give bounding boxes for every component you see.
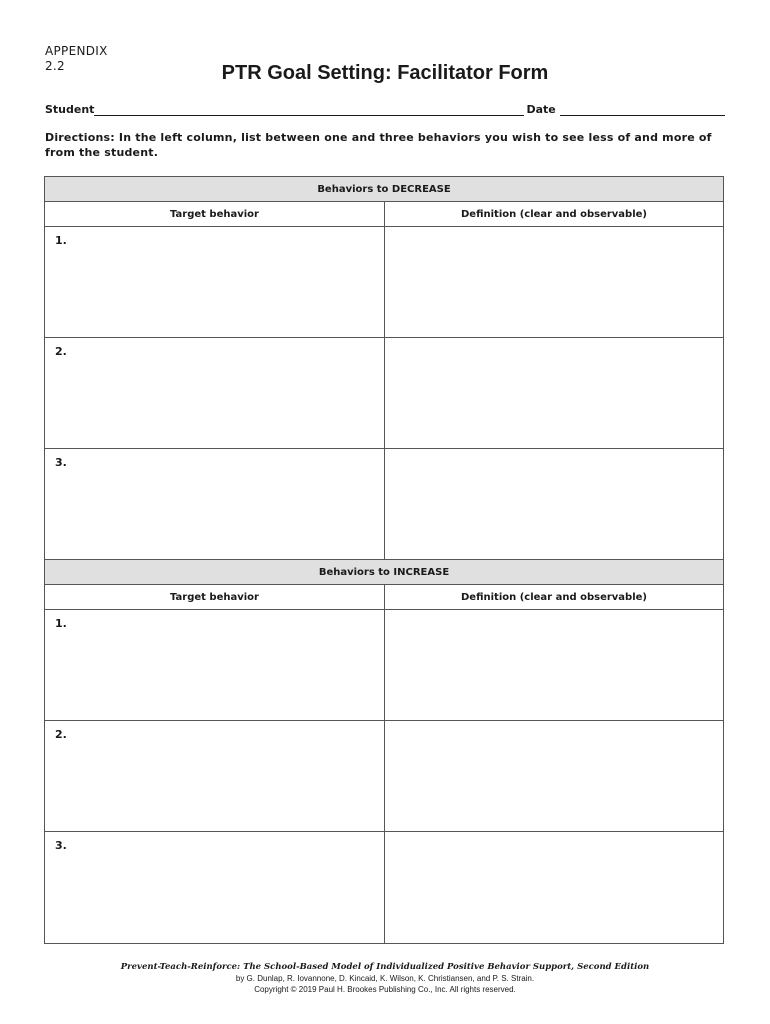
decrease-definition-cell-2[interactable] (385, 338, 723, 448)
increase-definition-cell-3[interactable] (385, 832, 723, 943)
appendix-line-2: 2.2 (45, 59, 65, 73)
student-field[interactable] (94, 104, 524, 116)
page-title: PTR Goal Setting: Facilitator Form (221, 62, 549, 84)
increase-target-cell-2[interactable]: 2. (45, 721, 385, 831)
decrease-section-heading: Behaviors to DECREASE (45, 177, 723, 202)
increase-target-cell-1[interactable]: 1. (45, 610, 385, 720)
decrease-row-3 (45, 449, 723, 560)
decrease-target-cell-2[interactable]: 2. (45, 338, 385, 448)
page-footer (0, 961, 770, 995)
decrease-definition-header: Definition (clear and observable) (461, 208, 647, 220)
decrease-definition-cell-1[interactable] (385, 227, 723, 337)
decrease-definition-cell-3[interactable] (385, 449, 723, 559)
increase-row-3 (45, 832, 723, 943)
student-label: Student (45, 103, 95, 116)
increase-column-headers (45, 585, 723, 610)
increase-row-1 (45, 610, 723, 721)
increase-target-cell-3[interactable]: 3. (45, 832, 385, 943)
increase-definition-cell-1[interactable] (385, 610, 723, 720)
date-label: Date (526, 103, 556, 116)
decrease-target-cell-3[interactable]: 3. (45, 449, 385, 559)
increase-definition-header: Definition (clear and observable) (461, 591, 647, 603)
decrease-column-headers (45, 202, 723, 227)
increase-section-heading: Behaviors to INCREASE (45, 560, 723, 585)
increase-row-2 (45, 721, 723, 832)
decrease-row-2 (45, 338, 723, 449)
student-date-row (45, 100, 725, 116)
decrease-row-1 (45, 227, 723, 338)
date-field[interactable] (560, 104, 725, 116)
decrease-target-cell-1[interactable]: 1. (45, 227, 385, 337)
footer-book-title: Prevent-Teach-Reinforce: The School-Based Model of Individualized Positive Behavior Support, Second Edition (120, 962, 650, 972)
footer-authors: by G. Dunlap, R. Iovannone, D. Kincaid, K. Wilson, K. Christiansen, and P. S. Strain. (235, 974, 535, 983)
increase-definition-cell-2[interactable] (385, 721, 723, 831)
appendix-line-1: APPENDIX (45, 44, 108, 58)
footer-copyright: Copyright © 2019 Paul H. Brookes Publishing Co., Inc. All rights reserved. (254, 985, 516, 994)
decrease-target-header: Target behavior (45, 202, 385, 226)
directions-text: Directions: In the left column, list between one and three behaviors you wish to see less of and more of from the student. (45, 131, 712, 159)
behavior-form-table (44, 176, 724, 944)
increase-target-header: Target behavior (45, 585, 385, 609)
